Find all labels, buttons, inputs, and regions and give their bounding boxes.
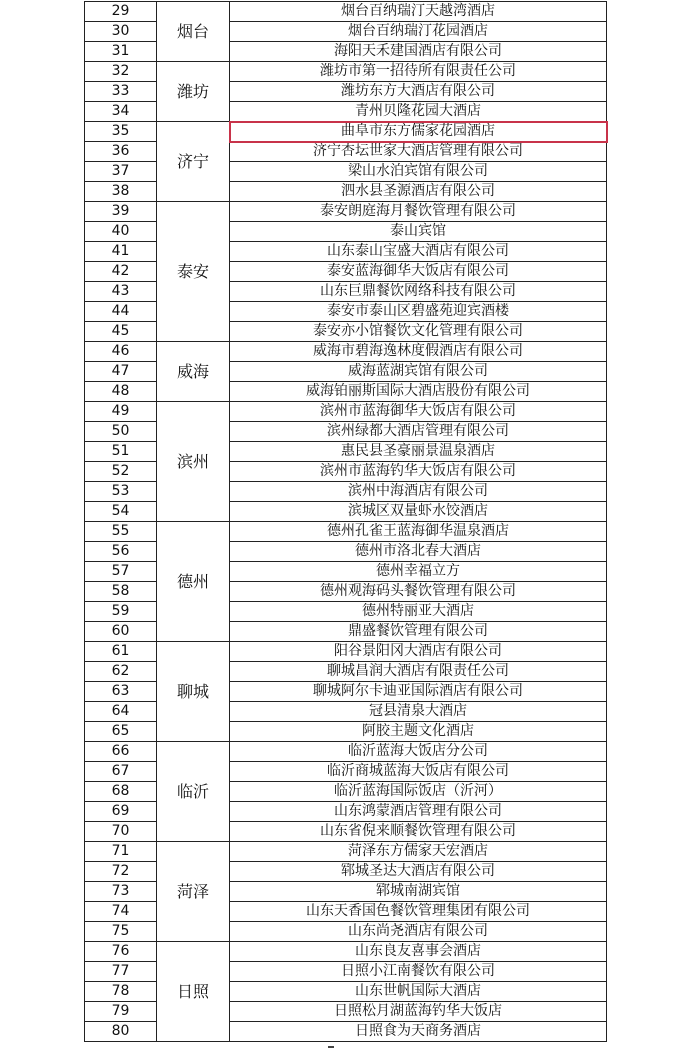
table-row [85,642,607,662]
table-row [85,402,607,422]
city-cell: 潍坊 [157,62,230,122]
row-number: 58 [85,582,157,602]
row-number: 46 [85,342,157,362]
hotel-name: 滨州中海酒店有限公司 [230,482,607,502]
highlighted-hotel-name: 曲阜市东方儒家花园酒店 [230,122,607,142]
table-row [85,742,607,762]
hotel-name: 泰安市泰山区碧盛苑迎宾酒楼 [230,302,607,322]
hotel-name: 泰安蓝海御华大饭店有限公司 [230,262,607,282]
hotel-name: 海阳天禾建国酒店有限公司 [230,42,607,62]
row-number: 80 [85,1022,157,1042]
row-number: 51 [85,442,157,462]
hotel-name: 聊城昌润大酒店有限责任公司 [230,662,607,682]
row-number: 47 [85,362,157,382]
row-number: 53 [85,482,157,502]
hotel-name: 阿胶主题文化酒店 [230,722,607,742]
row-number: 38 [85,182,157,202]
row-number: 41 [85,242,157,262]
row-number: 75 [85,922,157,942]
city-cell: 烟台 [157,2,230,62]
row-number: 45 [85,322,157,342]
row-number: 39 [85,202,157,222]
hotel-name: 山东巨鼎餐饮网络科技有限公司 [230,282,607,302]
hotel-list-table [84,1,607,1042]
hotel-name: 日照松月湖蓝海钓华大饭店 [230,1002,607,1022]
hotel-name: 山东良友喜事会酒店 [230,942,607,962]
hotel-name: 烟台百纳瑞汀天越湾酒店 [230,2,607,22]
table-body [85,2,607,1042]
hotel-name: 山东天香国色餐饮管理集团有限公司 [230,902,607,922]
row-number: 40 [85,222,157,242]
hotel-name: 泗水县圣源酒店有限公司 [230,182,607,202]
row-number: 42 [85,262,157,282]
row-number: 43 [85,282,157,302]
row-number: 65 [85,722,157,742]
hotel-name: 日照小江南餐饮有限公司 [230,962,607,982]
row-number: 44 [85,302,157,322]
hotel-name: 济宁杏坛世家大酒店管理有限公司 [230,142,607,162]
row-number: 61 [85,642,157,662]
hotel-name: 威海铂丽斯国际大酒店股份有限公司 [230,382,607,402]
table-row [85,842,607,862]
hotel-name: 郓城圣达大酒店有限公司 [230,862,607,882]
hotel-name: 泰安朗庭海月餐饮管理有限公司 [230,202,607,222]
row-number: 67 [85,762,157,782]
hotel-name: 泰山宾馆 [230,222,607,242]
hotel-name: 临沂蓝海国际饭店（沂河） [230,782,607,802]
row-number: 29 [85,2,157,22]
hotel-name: 阳谷景阳冈大酒店有限公司 [230,642,607,662]
city-cell: 日照 [157,942,230,1042]
row-number: 49 [85,402,157,422]
hotel-name: 滨州市蓝海钓华大饭店有限公司 [230,462,607,482]
hotel-name: 山东尚尧酒店有限公司 [230,922,607,942]
hotel-name: 德州幸福立方 [230,562,607,582]
row-number: 55 [85,522,157,542]
city-cell: 聊城 [157,642,230,742]
row-number: 71 [85,842,157,862]
city-cell: 德州 [157,522,230,642]
row-number: 60 [85,622,157,642]
hotel-name: 冠县清泉大酒店 [230,702,607,722]
hotel-name: 聊城阿尔卡迪亚国际酒店有限公司 [230,682,607,702]
row-number: 63 [85,682,157,702]
city-cell: 临沂 [157,742,230,842]
row-number: 74 [85,902,157,922]
hotel-name: 菏泽东方儒家天宏酒店 [230,842,607,862]
hotel-name: 德州特丽亚大酒店 [230,602,607,622]
row-number: 70 [85,822,157,842]
row-number: 77 [85,962,157,982]
hotel-name: 惠民县圣豪丽景温泉酒店 [230,442,607,462]
row-number: 50 [85,422,157,442]
row-number: 79 [85,1002,157,1022]
hotel-name: 滨城区双量虾水饺酒店 [230,502,607,522]
city-cell: 泰安 [157,202,230,342]
row-number: 78 [85,982,157,1002]
hotel-name: 梁山水泊宾馆有限公司 [230,162,607,182]
row-number: 64 [85,702,157,722]
row-number: 32 [85,62,157,82]
table-row [85,202,607,222]
hotel-name: 滨州绿都大酒店管理有限公司 [230,422,607,442]
row-number: 54 [85,502,157,522]
row-number: 76 [85,942,157,962]
row-number: 69 [85,802,157,822]
page-mark [328,1046,334,1048]
hotel-name: 山东鸿蒙酒店管理有限公司 [230,802,607,822]
row-number: 31 [85,42,157,62]
row-number: 68 [85,782,157,802]
hotel-name: 山东泰山宝盛大酒店有限公司 [230,242,607,262]
row-number: 52 [85,462,157,482]
hotel-name: 潍坊东方大酒店有限公司 [230,82,607,102]
hotel-name: 日照食为天商务酒店 [230,1022,607,1042]
hotel-name: 威海市碧海逸林度假酒店有限公司 [230,342,607,362]
table-row [85,2,607,22]
table-row [85,62,607,82]
row-number: 37 [85,162,157,182]
row-number: 33 [85,82,157,102]
city-cell: 菏泽 [157,842,230,942]
row-number: 30 [85,22,157,42]
hotel-name: 潍坊市第一招待所有限责任公司 [230,62,607,82]
hotel-name: 德州孔雀王蓝海御华温泉酒店 [230,522,607,542]
hotel-name: 临沂商城蓝海大饭店有限公司 [230,762,607,782]
row-number: 57 [85,562,157,582]
table-row [85,522,607,542]
row-number: 35 [85,122,157,142]
row-number: 72 [85,862,157,882]
city-cell: 威海 [157,342,230,402]
table-row [85,942,607,962]
row-number: 36 [85,142,157,162]
hotel-name: 鼎盛餐饮管理有限公司 [230,622,607,642]
hotel-name: 德州观海码头餐饮管理有限公司 [230,582,607,602]
row-number: 62 [85,662,157,682]
hotel-name: 郓城南湖宾馆 [230,882,607,902]
row-number: 73 [85,882,157,902]
hotel-name: 山东省倪来顺餐饮管理有限公司 [230,822,607,842]
hotel-name: 山东世帆国际大酒店 [230,982,607,1002]
hotel-name: 临沂蓝海大饭店分公司 [230,742,607,762]
row-number: 48 [85,382,157,402]
row-number: 56 [85,542,157,562]
row-number: 34 [85,102,157,122]
table-row [85,342,607,362]
hotel-name: 泰安亦小馆餐饮文化管理有限公司 [230,322,607,342]
hotel-name: 烟台百纳瑞汀花园酒店 [230,22,607,42]
hotel-name: 威海蓝湖宾馆有限公司 [230,362,607,382]
hotel-name: 滨州市蓝海御华大饭店有限公司 [230,402,607,422]
row-number: 66 [85,742,157,762]
city-cell: 滨州 [157,402,230,522]
hotel-name: 青州贝隆花园大酒店 [230,102,607,122]
table-row [85,122,607,142]
hotel-name: 德州市洛北春大酒店 [230,542,607,562]
city-cell: 济宁 [157,122,230,202]
row-number: 59 [85,602,157,622]
